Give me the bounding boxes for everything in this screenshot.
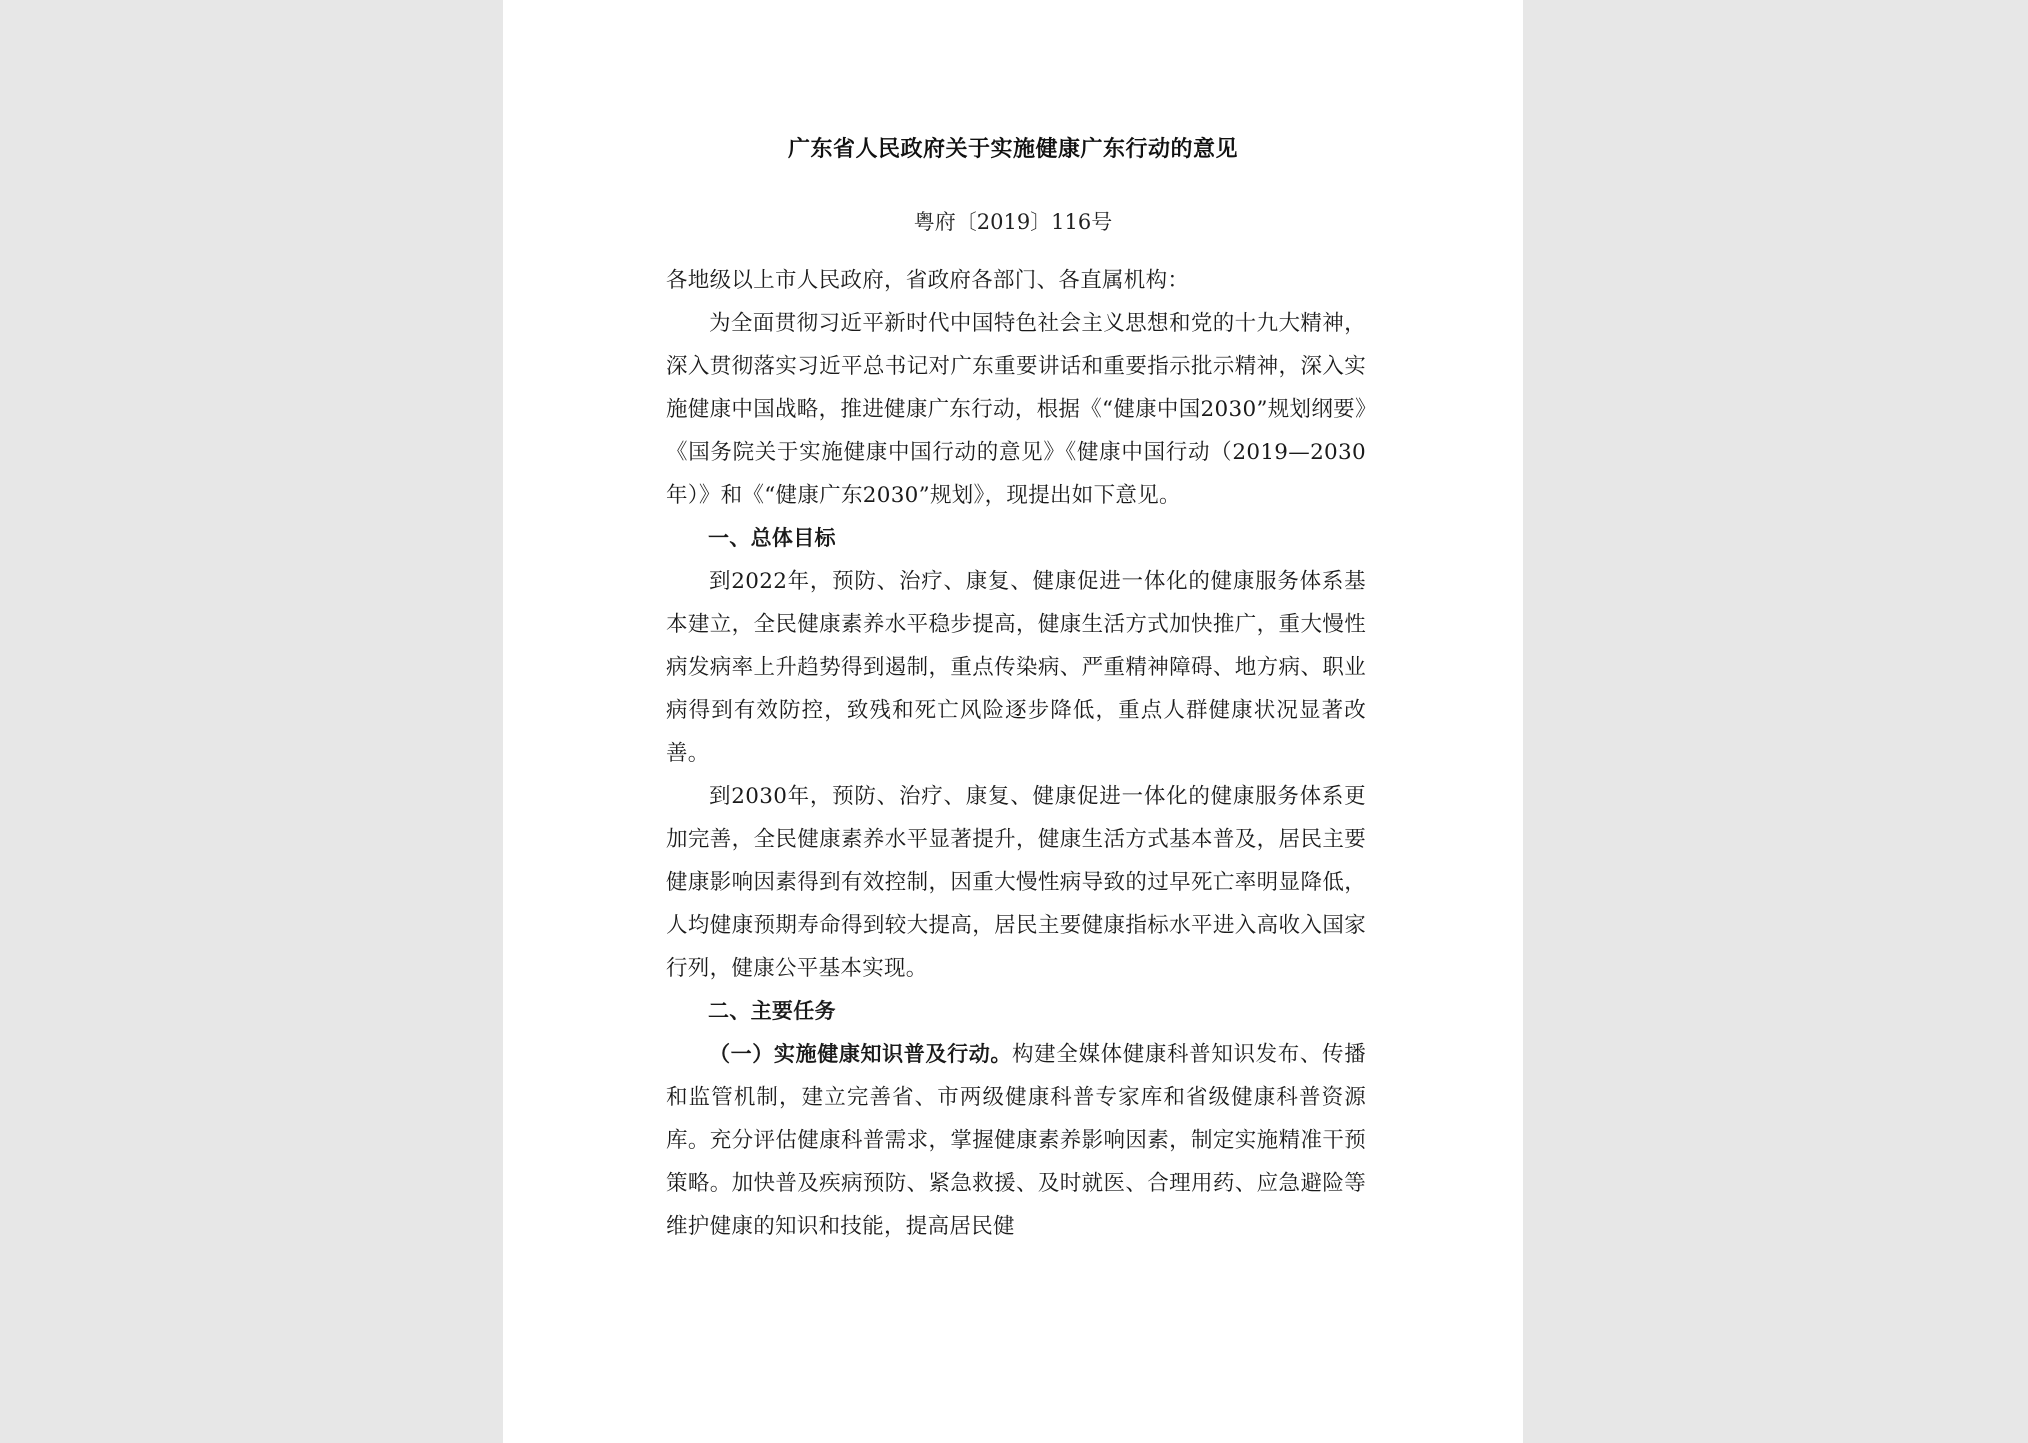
goal-2030-paragraph: 到2030年，预防、治疗、康复、健康促进一体化的健康服务体系更加完善，全民健康素养水平显著提升，健康生活方式基本普及，居民主要健康影响因素得到有效控制，因重大慢性病导致的过早死亡率明显降低，人均健康预期寿命得到较大提高，居民主要健康指标水平进入高收入国家行列，健康公平基本实现。: [666, 784, 1366, 981]
section-heading-main-tasks: 二、主要任务: [708, 999, 836, 1023]
goal-2022-paragraph: 到2022年，预防、治疗、康复、健康促进一体化的健康服务体系基本建立，全民健康素养水平稳步提高，健康生活方式加快推广，重大慢性病发病率上升趋势得到遏制，重点传染病、严重精神障碍、地方病、职业病得到有效防控，致残和死亡风险逐步降低，重点人群健康状况显著改善。: [666, 569, 1366, 766]
document-title: 广东省人民政府关于实施健康广东行动的意见: [787, 137, 1238, 162]
task-1-paragraph: [666, 1033, 1366, 1248]
document-number: 粤府〔2019〕116号: [913, 210, 1113, 234]
section-heading-overall-goals: 一、总体目标: [708, 526, 836, 550]
document-page: [503, 0, 1523, 1443]
task-1-lead: （一）实施健康知识普及行动。: [709, 1042, 1013, 1066]
document-body: [666, 259, 1366, 1248]
intro-paragraph: 为全面贯彻习近平新时代中国特色社会主义思想和党的十九大精神，深入贯彻落实习近平总书记对广东重要讲话和重要指示批示精神，深入实施健康中国战略，推进健康广东行动，根据《“健康中国2030”规划纲要》《国务院关于实施健康中国行动的意见》《健康中国行动（2019—2030年）》和《“健康广东2030”规划》，现提出如下意见。: [666, 311, 1366, 508]
salutation: 各地级以上市人民政府，省政府各部门、各直属机构：: [666, 268, 1190, 293]
task-1-text: 构建全媒体健康科普知识发布、传播和监管机制，建立完善省、市两级健康科普专家库和省级健康科普资源库。充分评估健康科普需求，掌握健康素养影响因素，制定实施精准干预策略。加快普及疾病预防、紧急救援、及时就医、合理用药、应急避险等维护健康的知识和技能，提高居民健: [666, 1042, 1366, 1239]
